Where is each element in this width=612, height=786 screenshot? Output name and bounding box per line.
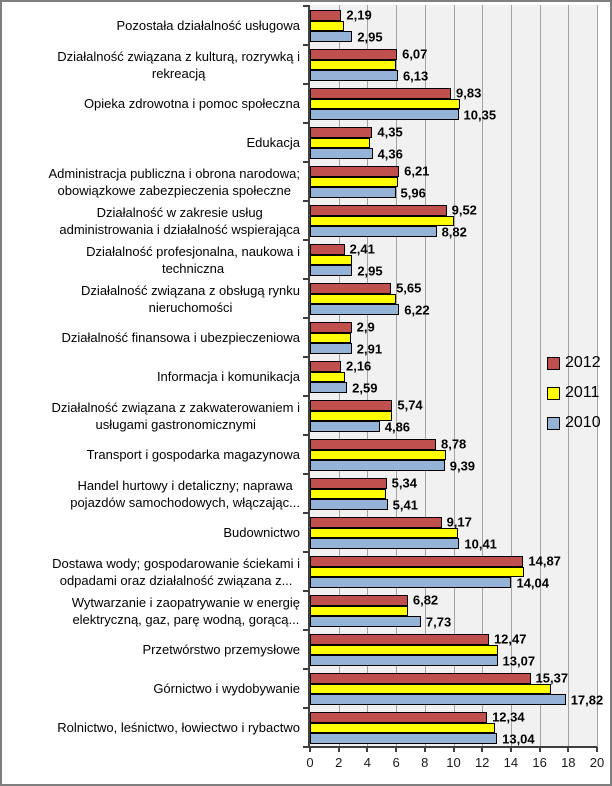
data-label-2012: 2,41 [349, 241, 375, 257]
bar-2010[interactable] [310, 655, 498, 666]
data-label-2010: 4,36 [377, 146, 403, 162]
value-axis-tick [309, 747, 311, 752]
bar-2010[interactable] [310, 304, 399, 315]
value-axis-tick [567, 747, 569, 752]
bar-2011[interactable] [310, 489, 386, 500]
bar-2010[interactable] [310, 148, 373, 159]
data-label-2012: 9,17 [446, 514, 472, 530]
bar-2012[interactable] [310, 244, 345, 255]
category-label-text: Opieka zdrowotna i pomoc społeczna [83, 96, 300, 111]
bar-2012[interactable] [310, 517, 442, 528]
legend-swatch-2011 [547, 387, 560, 400]
category-label [6, 435, 300, 474]
bar-2012[interactable] [310, 166, 399, 177]
category-label-text: Działalność związana z kulturą, rozrywką i rekreacją [57, 48, 300, 81]
value-axis-tick [510, 747, 512, 752]
category-label-text: Pozostała działalność usługowa [116, 18, 300, 33]
bar-2012[interactable] [310, 439, 436, 450]
category-label-text: Dostawa wody; gospodarowanie ściekami i odpadami oraz działalność związana z... [52, 555, 300, 588]
bar-2011[interactable] [310, 684, 551, 695]
bar-2012[interactable] [310, 127, 372, 138]
data-label-2010: 2,95 [357, 29, 383, 45]
value-axis-tick [395, 747, 397, 752]
value-axis-tick-label: 0 [306, 755, 314, 770]
bar-2010[interactable] [310, 421, 380, 432]
category-label [6, 396, 300, 435]
data-label-2012: 8,78 [440, 436, 467, 452]
bar-2011[interactable] [310, 606, 408, 617]
legend-label: 2011 [565, 384, 600, 401]
bar-2012[interactable] [310, 673, 531, 684]
value-axis-tick-label: 10 [446, 755, 461, 770]
data-label-2010: 2,95 [357, 263, 383, 279]
category-label-text: Budownictwo [223, 525, 300, 540]
bar-2011[interactable] [310, 99, 460, 110]
bar-2012[interactable] [310, 88, 451, 99]
data-label-2010: 13,07 [502, 653, 536, 669]
category-label-text: Transport i gospodarka magazynowa [86, 447, 300, 462]
category-label [6, 45, 300, 84]
data-label-2012: 4,35 [377, 124, 403, 140]
data-label-2012: 5,65 [396, 280, 422, 296]
category-label [6, 6, 300, 45]
category-axis [308, 5, 310, 747]
legend-swatch-2012 [547, 357, 560, 370]
value-axis-tick [453, 747, 455, 752]
value-axis-tick [366, 747, 368, 752]
value-axis-tick-label: 4 [363, 755, 372, 770]
category-label-text: Rolnictwo, leśnictwo, łowiectwo i rybactwo [57, 720, 300, 735]
data-label-2010: 6,22 [404, 302, 430, 318]
data-label-2012: 12,34 [492, 709, 525, 725]
category-label [6, 708, 300, 747]
value-axis-tick-label: 20 [589, 755, 605, 770]
bar-2011[interactable] [310, 567, 524, 578]
value-axis-tick [338, 747, 340, 752]
bar-2010[interactable] [310, 733, 497, 744]
category-label [6, 123, 300, 162]
data-label-2012: 6,07 [402, 46, 428, 62]
bar-2011[interactable] [310, 645, 498, 656]
bar-2011[interactable] [310, 450, 446, 461]
category-label-text: Działalność finansowa i ubezpieczeniowa [61, 330, 300, 345]
bar-2011[interactable] [310, 21, 344, 32]
bar-2012[interactable] [310, 634, 489, 645]
data-label-2012: 5,74 [397, 397, 423, 413]
category-label [6, 201, 300, 240]
bar-2012[interactable] [310, 205, 447, 216]
bar-2011[interactable] [310, 294, 396, 305]
category-label [6, 552, 300, 591]
category-label-text: Działalność związana z obsługą rynku nieruchomości [81, 282, 300, 315]
value-axis-tick-label: 18 [561, 755, 576, 770]
data-label-2010: 2,59 [352, 380, 378, 396]
category-label-text: Administracja publiczna i obrona narodowa; obowiązkowe zabezpieczenia społeczne [48, 165, 300, 198]
category-label-text: Działalność związana z zakwaterowaniem i usługami gastronomicznymi [51, 399, 300, 432]
legend-label: 2012 [565, 354, 601, 371]
bar-2012[interactable] [310, 556, 523, 567]
data-label-2012: 2,19 [346, 7, 372, 23]
data-label-2012: 6,21 [404, 163, 430, 179]
data-label-2010: 10,35 [463, 107, 497, 123]
bar-2011[interactable] [310, 60, 396, 71]
bar-2011[interactable] [310, 138, 370, 149]
bar-2010[interactable] [310, 460, 445, 471]
bar-2012[interactable] [310, 478, 387, 489]
gridline [568, 5, 569, 747]
data-label-2010: 2,91 [356, 341, 383, 357]
category-label-text: Działalność w zakresie usług administrowania i działalność wspierająca [59, 204, 300, 237]
data-label-2012: 9,52 [451, 202, 477, 218]
bar-2010[interactable] [310, 694, 566, 705]
bar-2012[interactable] [310, 283, 391, 294]
bar-2010[interactable] [310, 616, 421, 627]
value-axis-tick-label: 14 [503, 755, 519, 770]
data-label-2010: 14,04 [516, 575, 550, 591]
bar-2011[interactable] [310, 255, 352, 266]
gridline [597, 5, 598, 747]
value-axis-tick [596, 747, 598, 752]
gridline [540, 5, 541, 747]
bar-2012[interactable] [310, 10, 341, 21]
value-axis-tick-label: 16 [532, 755, 547, 770]
value-axis [303, 746, 597, 748]
data-label-2010: 5,96 [400, 185, 426, 201]
bar-2010[interactable] [310, 265, 352, 276]
category-label-text: Informacja i komunikacja [156, 369, 300, 384]
bar-2010[interactable] [310, 382, 347, 393]
bar-2010[interactable] [310, 226, 437, 237]
bar-2010[interactable] [310, 70, 398, 81]
legend-entry-2010[interactable] [547, 415, 601, 431]
bar-2011[interactable] [310, 333, 351, 344]
data-label-2010: 13,04 [502, 731, 535, 747]
value-axis-tick [539, 747, 541, 752]
category-label-text: Handel hurtowy i detaliczny; naprawa pojazdów samochodowych, włączając... [70, 477, 300, 510]
bar-2010[interactable] [310, 499, 388, 510]
data-label-2010: 4,86 [384, 419, 411, 435]
category-label-text: Górnictwo i wydobywanie [153, 681, 300, 696]
bar-2011[interactable] [310, 216, 454, 227]
value-axis-tick-label: 6 [392, 755, 400, 770]
legend-label: 2010 [565, 414, 601, 431]
category-label-text: Przetwórstwo przemysłowe [142, 642, 300, 657]
bar-2012[interactable] [310, 712, 487, 723]
bar-2010[interactable] [310, 538, 459, 549]
bar-2010[interactable] [310, 31, 352, 42]
data-label-2010: 17,82 [570, 692, 604, 708]
value-axis-tick [481, 747, 483, 752]
legend-swatch-2010 [547, 417, 560, 430]
bar-2012[interactable] [310, 400, 392, 411]
category-label [6, 240, 300, 279]
data-label-2012: 6,82 [412, 592, 439, 608]
data-label-2010: 8,82 [441, 224, 467, 240]
bar-2010[interactable] [310, 187, 396, 198]
data-label-2010: 9,39 [449, 458, 476, 474]
category-label [6, 162, 300, 201]
category-label [6, 318, 300, 357]
category-label [6, 513, 300, 552]
legend-entry-2012[interactable] [547, 355, 601, 371]
bar-2011[interactable] [310, 723, 495, 734]
category-label [6, 357, 300, 396]
category-label [6, 279, 300, 318]
bar-2012[interactable] [310, 595, 408, 606]
category-label-text: Wytwarzanie i zaopatrywanie w energię elektryczną, gaz, parę wodną, gorącą... [71, 594, 300, 627]
category-label [6, 591, 300, 630]
bar-2012[interactable] [310, 49, 397, 60]
data-label-2012: 15,37 [535, 670, 569, 686]
value-axis-tick-label: 8 [421, 755, 429, 770]
category-label [6, 669, 300, 708]
data-label-2010: 7,73 [425, 614, 452, 630]
category-label [6, 630, 300, 669]
bar-2012[interactable] [310, 361, 341, 372]
data-label-2010: 10,41 [464, 536, 497, 552]
data-label-2012: 2,16 [345, 358, 372, 374]
category-label [6, 474, 300, 513]
data-label-2010: 5,41 [392, 497, 418, 513]
bar-2011[interactable] [310, 411, 392, 422]
data-label-2012: 14,87 [528, 553, 561, 569]
value-axis-tick-label: 2 [335, 755, 343, 770]
data-label-2010: 6,13 [402, 68, 429, 84]
data-label-2012: 12,47 [493, 631, 527, 647]
value-axis-tick [424, 747, 426, 752]
bar-2010[interactable] [310, 109, 459, 120]
value-axis-tick-label: 12 [474, 755, 490, 770]
legend-entry-2011[interactable] [547, 385, 599, 401]
bar-2011[interactable] [310, 372, 345, 383]
bar-2011[interactable] [310, 528, 458, 539]
category-label-text: Działalność profesjonalna, naukowa i techniczna [86, 243, 300, 276]
data-label-2012: 9,83 [456, 85, 482, 101]
data-label-2012: 2,9 [356, 319, 375, 335]
category-label [6, 84, 300, 123]
bar-2010[interactable] [310, 343, 352, 354]
bar-2010[interactable] [310, 577, 511, 588]
bar-2011[interactable] [310, 177, 398, 188]
bar-2012[interactable] [310, 322, 352, 333]
data-label-2012: 5,34 [391, 475, 417, 491]
category-label-text: Edukacja [246, 135, 300, 150]
